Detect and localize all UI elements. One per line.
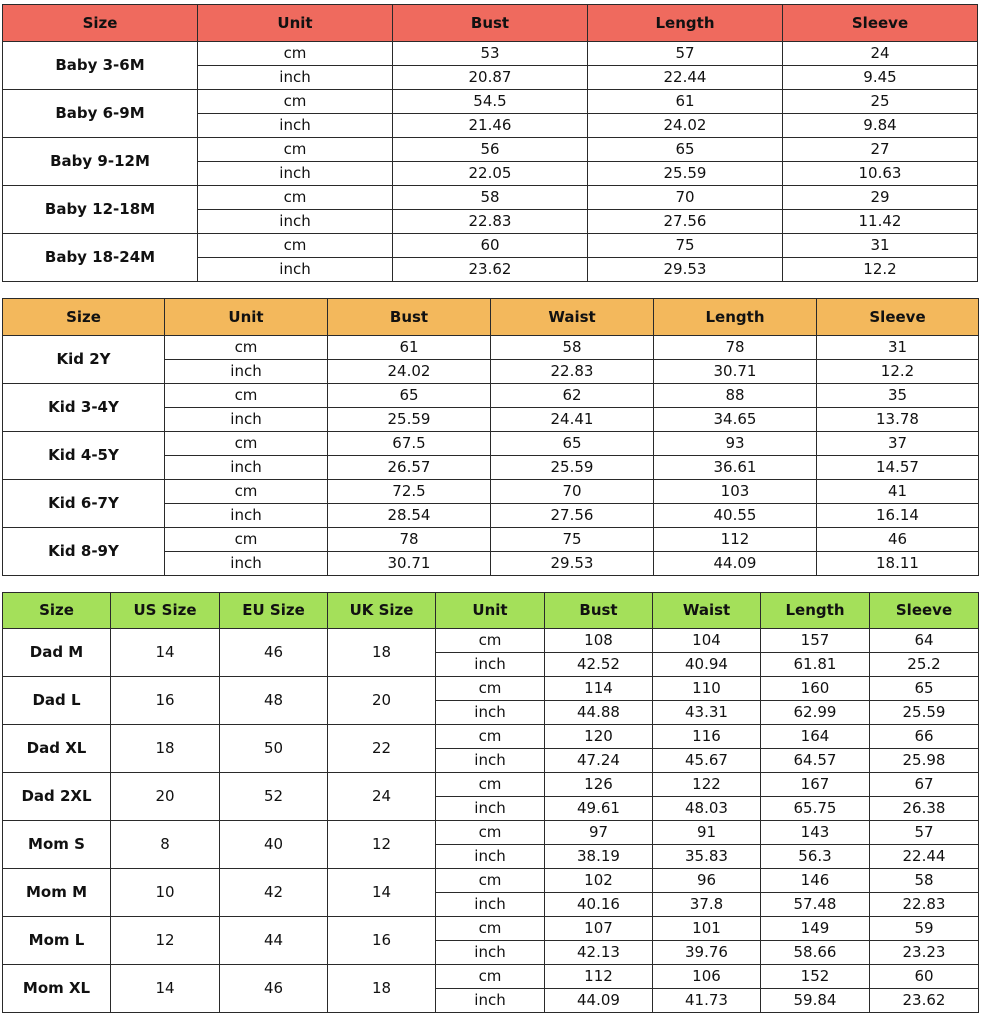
measure-cell: 22.83 <box>491 360 654 384</box>
measure-cell: 42.13 <box>545 941 653 965</box>
measure-cell: 18.11 <box>817 552 979 576</box>
uk-size-cell: 14 <box>328 869 436 917</box>
kid-header-size: Size <box>3 299 165 336</box>
measure-cell: 67 <box>870 773 979 797</box>
measure-cell: 58 <box>491 336 654 360</box>
measure-cell: 53 <box>393 42 588 66</box>
measure-cell: 35.83 <box>653 845 761 869</box>
table-row <box>3 965 979 989</box>
measure-cell: 20.87 <box>393 66 588 90</box>
measure-cell: 27.56 <box>491 504 654 528</box>
measure-cell: 103 <box>654 480 817 504</box>
baby-header-row <box>3 5 978 42</box>
size-label: Baby 12-18M <box>3 186 198 234</box>
size-label: Kid 3-4Y <box>3 384 165 432</box>
measure-cell: 40.94 <box>653 653 761 677</box>
size-label: Kid 2Y <box>3 336 165 384</box>
measure-cell: 25 <box>783 90 978 114</box>
adult-header-unit: Unit <box>436 593 545 629</box>
adult-body <box>3 629 979 1013</box>
measure-cell: 60 <box>870 965 979 989</box>
measure-cell: 41.73 <box>653 989 761 1013</box>
measure-cell: 65 <box>491 432 654 456</box>
measure-cell: 25.59 <box>328 408 491 432</box>
measure-cell: 9.84 <box>783 114 978 138</box>
size-label: Baby 9-12M <box>3 138 198 186</box>
unit-cm: cm <box>198 90 393 114</box>
table-row <box>3 336 979 360</box>
measure-cell: 44.09 <box>654 552 817 576</box>
measure-cell: 27.56 <box>588 210 783 234</box>
kid-header-bust: Bust <box>328 299 491 336</box>
measure-cell: 93 <box>654 432 817 456</box>
measure-cell: 24 <box>783 42 978 66</box>
unit-cm: cm <box>436 869 545 893</box>
measure-cell: 97 <box>545 821 653 845</box>
unit-inch: inch <box>436 653 545 677</box>
measure-cell: 146 <box>761 869 870 893</box>
unit-cm: cm <box>436 725 545 749</box>
measure-cell: 60 <box>393 234 588 258</box>
measure-cell: 65.75 <box>761 797 870 821</box>
measure-cell: 13.78 <box>817 408 979 432</box>
size-label: Baby 18-24M <box>3 234 198 282</box>
measure-cell: 48.03 <box>653 797 761 821</box>
baby-header-length: Length <box>588 5 783 42</box>
kid-header-length: Length <box>654 299 817 336</box>
measure-cell: 72.5 <box>328 480 491 504</box>
measure-cell: 61 <box>588 90 783 114</box>
table-row <box>3 234 978 258</box>
size-label: Mom S <box>3 821 111 869</box>
measure-cell: 152 <box>761 965 870 989</box>
table-row <box>3 42 978 66</box>
uk-size-cell: 16 <box>328 917 436 965</box>
size-label: Mom XL <box>3 965 111 1013</box>
measure-cell: 112 <box>654 528 817 552</box>
measure-cell: 96 <box>653 869 761 893</box>
us-size-cell: 18 <box>111 725 220 773</box>
unit-inch: inch <box>165 504 328 528</box>
measure-cell: 62.99 <box>761 701 870 725</box>
unit-inch: inch <box>165 408 328 432</box>
measure-cell: 36.61 <box>654 456 817 480</box>
size-label: Baby 6-9M <box>3 90 198 138</box>
unit-inch: inch <box>436 989 545 1013</box>
measure-cell: 143 <box>761 821 870 845</box>
table-row <box>3 432 979 456</box>
measure-cell: 44.09 <box>545 989 653 1013</box>
size-label: Kid 6-7Y <box>3 480 165 528</box>
measure-cell: 30.71 <box>328 552 491 576</box>
eu-size-cell: 50 <box>220 725 328 773</box>
unit-inch: inch <box>165 552 328 576</box>
measure-cell: 49.61 <box>545 797 653 821</box>
measure-cell: 37 <box>817 432 979 456</box>
unit-cm: cm <box>436 821 545 845</box>
measure-cell: 34.65 <box>654 408 817 432</box>
us-size-cell: 20 <box>111 773 220 821</box>
measure-cell: 35 <box>817 384 979 408</box>
measure-cell: 31 <box>783 234 978 258</box>
measure-cell: 22.05 <box>393 162 588 186</box>
us-size-cell: 16 <box>111 677 220 725</box>
measure-cell: 10.63 <box>783 162 978 186</box>
baby-header-size: Size <box>3 5 198 42</box>
measure-cell: 157 <box>761 629 870 653</box>
measure-cell: 38.19 <box>545 845 653 869</box>
unit-inch: inch <box>198 114 393 138</box>
measure-cell: 37.8 <box>653 893 761 917</box>
adult-header-uk-size: UK Size <box>328 593 436 629</box>
measure-cell: 64.57 <box>761 749 870 773</box>
measure-cell: 58 <box>870 869 979 893</box>
measure-cell: 58.66 <box>761 941 870 965</box>
measure-cell: 45.67 <box>653 749 761 773</box>
eu-size-cell: 42 <box>220 869 328 917</box>
unit-cm: cm <box>165 336 328 360</box>
adult-header-eu-size: EU Size <box>220 593 328 629</box>
measure-cell: 149 <box>761 917 870 941</box>
measure-cell: 22.44 <box>588 66 783 90</box>
unit-inch: inch <box>198 210 393 234</box>
measure-cell: 66 <box>870 725 979 749</box>
measure-cell: 54.5 <box>393 90 588 114</box>
measure-cell: 61 <box>328 336 491 360</box>
measure-cell: 59 <box>870 917 979 941</box>
measure-cell: 120 <box>545 725 653 749</box>
us-size-cell: 14 <box>111 965 220 1013</box>
measure-cell: 101 <box>653 917 761 941</box>
unit-inch: inch <box>165 360 328 384</box>
measure-cell: 167 <box>761 773 870 797</box>
unit-inch: inch <box>436 701 545 725</box>
adult-size-table <box>2 592 979 1013</box>
measure-cell: 56.3 <box>761 845 870 869</box>
eu-size-cell: 46 <box>220 965 328 1013</box>
adult-header-length: Length <box>761 593 870 629</box>
measure-cell: 29.53 <box>491 552 654 576</box>
measure-cell: 22.44 <box>870 845 979 869</box>
unit-inch: inch <box>436 845 545 869</box>
measure-cell: 41 <box>817 480 979 504</box>
measure-cell: 64 <box>870 629 979 653</box>
measure-cell: 23.23 <box>870 941 979 965</box>
kid-body <box>3 336 979 576</box>
measure-cell: 25.2 <box>870 653 979 677</box>
measure-cell: 29.53 <box>588 258 783 282</box>
eu-size-cell: 48 <box>220 677 328 725</box>
measure-cell: 9.45 <box>783 66 978 90</box>
uk-size-cell: 18 <box>328 965 436 1013</box>
kid-header-row <box>3 299 979 336</box>
size-label: Kid 4-5Y <box>3 432 165 480</box>
measure-cell: 44.88 <box>545 701 653 725</box>
table-row <box>3 869 979 893</box>
uk-size-cell: 20 <box>328 677 436 725</box>
size-label: Baby 3-6M <box>3 42 198 90</box>
table-row <box>3 528 979 552</box>
measure-cell: 112 <box>545 965 653 989</box>
size-label: Kid 8-9Y <box>3 528 165 576</box>
table-row <box>3 186 978 210</box>
measure-cell: 39.76 <box>653 941 761 965</box>
measure-cell: 65 <box>328 384 491 408</box>
size-label: Dad M <box>3 629 111 677</box>
measure-cell: 27 <box>783 138 978 162</box>
measure-cell: 21.46 <box>393 114 588 138</box>
measure-cell: 57 <box>870 821 979 845</box>
kid-header-sleeve: Sleeve <box>817 299 979 336</box>
measure-cell: 65 <box>588 138 783 162</box>
measure-cell: 104 <box>653 629 761 653</box>
unit-cm: cm <box>198 42 393 66</box>
measure-cell: 11.42 <box>783 210 978 234</box>
measure-cell: 12.2 <box>817 360 979 384</box>
table-row <box>3 725 979 749</box>
adult-header-sleeve: Sleeve <box>870 593 979 629</box>
size-label: Dad L <box>3 677 111 725</box>
measure-cell: 28.54 <box>328 504 491 528</box>
measure-cell: 30.71 <box>654 360 817 384</box>
measure-cell: 59.84 <box>761 989 870 1013</box>
measure-cell: 114 <box>545 677 653 701</box>
kid-header-unit: Unit <box>165 299 328 336</box>
us-size-cell: 8 <box>111 821 220 869</box>
uk-size-cell: 24 <box>328 773 436 821</box>
adult-header-size: Size <box>3 593 111 629</box>
size-label: Mom M <box>3 869 111 917</box>
measure-cell: 57.48 <box>761 893 870 917</box>
unit-cm: cm <box>198 138 393 162</box>
measure-cell: 116 <box>653 725 761 749</box>
measure-cell: 102 <box>545 869 653 893</box>
us-size-cell: 10 <box>111 869 220 917</box>
measure-cell: 12.2 <box>783 258 978 282</box>
unit-cm: cm <box>436 917 545 941</box>
uk-size-cell: 18 <box>328 629 436 677</box>
table-row <box>3 917 979 941</box>
eu-size-cell: 52 <box>220 773 328 821</box>
unit-inch: inch <box>436 797 545 821</box>
measure-cell: 58 <box>393 186 588 210</box>
table-row <box>3 629 979 653</box>
measure-cell: 56 <box>393 138 588 162</box>
uk-size-cell: 22 <box>328 725 436 773</box>
baby-size-table <box>2 4 978 282</box>
size-label: Dad 2XL <box>3 773 111 821</box>
adult-header-bust: Bust <box>545 593 653 629</box>
measure-cell: 42.52 <box>545 653 653 677</box>
eu-size-cell: 44 <box>220 917 328 965</box>
table-row <box>3 773 979 797</box>
kid-header-waist: Waist <box>491 299 654 336</box>
measure-cell: 29 <box>783 186 978 210</box>
measure-cell: 70 <box>491 480 654 504</box>
measure-cell: 25.98 <box>870 749 979 773</box>
measure-cell: 61.81 <box>761 653 870 677</box>
measure-cell: 78 <box>654 336 817 360</box>
unit-cm: cm <box>436 773 545 797</box>
eu-size-cell: 46 <box>220 629 328 677</box>
measure-cell: 24.02 <box>328 360 491 384</box>
unit-cm: cm <box>436 677 545 701</box>
measure-cell: 126 <box>545 773 653 797</box>
measure-cell: 65 <box>870 677 979 701</box>
measure-cell: 16.14 <box>817 504 979 528</box>
unit-cm: cm <box>165 528 328 552</box>
measure-cell: 40.16 <box>545 893 653 917</box>
measure-cell: 88 <box>654 384 817 408</box>
adult-header-us-size: US Size <box>111 593 220 629</box>
measure-cell: 46 <box>817 528 979 552</box>
measure-cell: 22.83 <box>393 210 588 234</box>
table-row <box>3 90 978 114</box>
measure-cell: 107 <box>545 917 653 941</box>
measure-cell: 70 <box>588 186 783 210</box>
table-row <box>3 384 979 408</box>
measure-cell: 26.38 <box>870 797 979 821</box>
measure-cell: 14.57 <box>817 456 979 480</box>
measure-cell: 25.59 <box>491 456 654 480</box>
unit-inch: inch <box>436 749 545 773</box>
unit-cm: cm <box>165 384 328 408</box>
measure-cell: 22.83 <box>870 893 979 917</box>
measure-cell: 62 <box>491 384 654 408</box>
adult-header-waist: Waist <box>653 593 761 629</box>
measure-cell: 26.57 <box>328 456 491 480</box>
baby-header-bust: Bust <box>393 5 588 42</box>
us-size-cell: 12 <box>111 917 220 965</box>
us-size-cell: 14 <box>111 629 220 677</box>
size-label: Mom L <box>3 917 111 965</box>
measure-cell: 23.62 <box>870 989 979 1013</box>
measure-cell: 25.59 <box>588 162 783 186</box>
unit-inch: inch <box>436 941 545 965</box>
eu-size-cell: 40 <box>220 821 328 869</box>
measure-cell: 24.41 <box>491 408 654 432</box>
unit-cm: cm <box>198 186 393 210</box>
measure-cell: 40.55 <box>654 504 817 528</box>
measure-cell: 108 <box>545 629 653 653</box>
measure-cell: 25.59 <box>870 701 979 725</box>
table-row <box>3 821 979 845</box>
unit-inch: inch <box>198 258 393 282</box>
baby-header-unit: Unit <box>198 5 393 42</box>
table-row <box>3 138 978 162</box>
uk-size-cell: 12 <box>328 821 436 869</box>
measure-cell: 78 <box>328 528 491 552</box>
measure-cell: 47.24 <box>545 749 653 773</box>
size-label: Dad XL <box>3 725 111 773</box>
measure-cell: 43.31 <box>653 701 761 725</box>
unit-inch: inch <box>436 893 545 917</box>
unit-cm: cm <box>436 629 545 653</box>
measure-cell: 110 <box>653 677 761 701</box>
measure-cell: 24.02 <box>588 114 783 138</box>
measure-cell: 164 <box>761 725 870 749</box>
unit-inch: inch <box>198 162 393 186</box>
table-row <box>3 480 979 504</box>
measure-cell: 91 <box>653 821 761 845</box>
baby-header-sleeve: Sleeve <box>783 5 978 42</box>
measure-cell: 23.62 <box>393 258 588 282</box>
unit-inch: inch <box>198 66 393 90</box>
measure-cell: 31 <box>817 336 979 360</box>
measure-cell: 160 <box>761 677 870 701</box>
baby-body <box>3 42 978 282</box>
kid-size-table <box>2 298 979 576</box>
unit-cm: cm <box>198 234 393 258</box>
measure-cell: 75 <box>588 234 783 258</box>
measure-cell: 57 <box>588 42 783 66</box>
adult-header-row <box>3 593 979 629</box>
unit-cm: cm <box>165 432 328 456</box>
table-row <box>3 677 979 701</box>
unit-cm: cm <box>165 480 328 504</box>
measure-cell: 106 <box>653 965 761 989</box>
unit-cm: cm <box>436 965 545 989</box>
unit-inch: inch <box>165 456 328 480</box>
measure-cell: 75 <box>491 528 654 552</box>
measure-cell: 67.5 <box>328 432 491 456</box>
measure-cell: 122 <box>653 773 761 797</box>
